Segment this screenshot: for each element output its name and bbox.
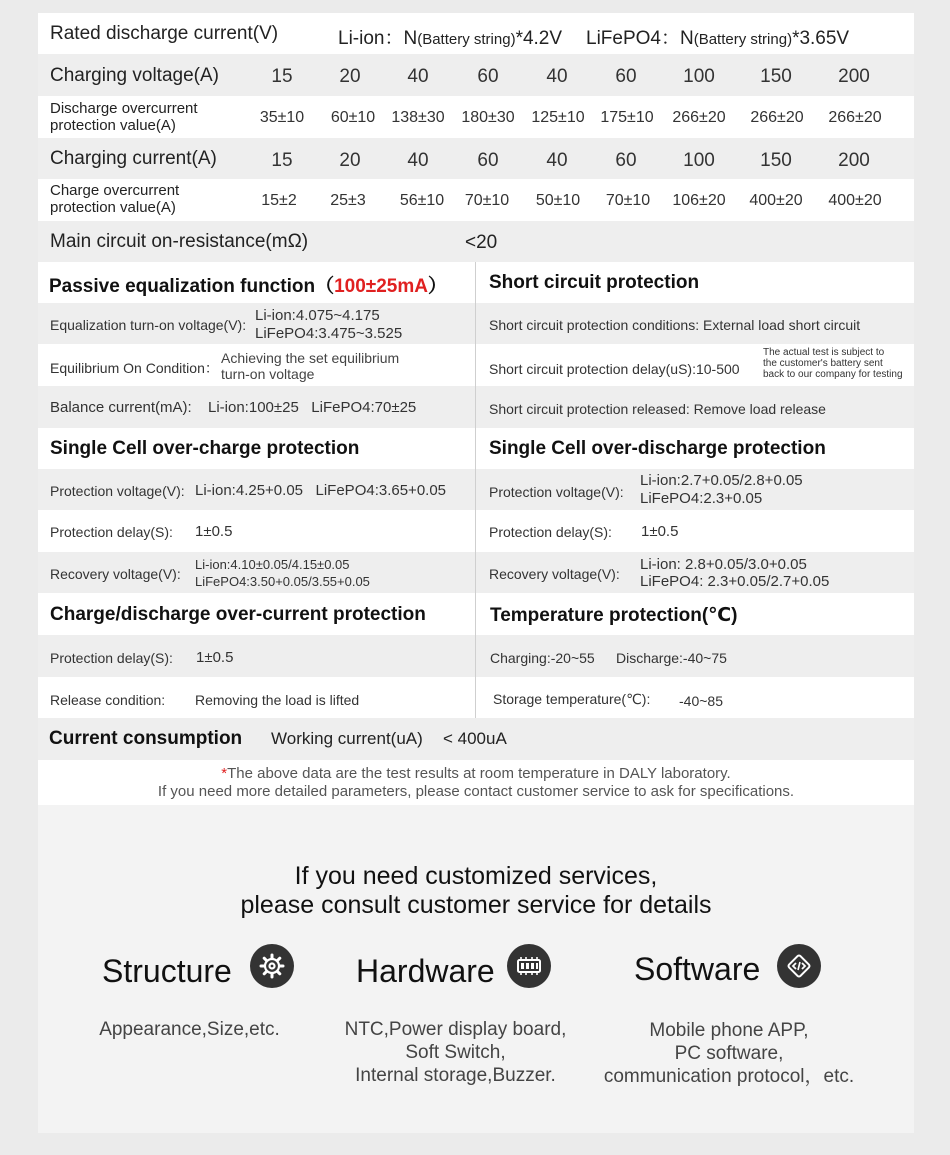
spec-sheet (38, 13, 914, 1133)
rated-discharge-label: Rated discharge current(V) (50, 23, 279, 44)
charge-ocp-label: Charge overcurrent protection value(A) (50, 182, 180, 216)
discharge-ocp-value: 266±20 (672, 109, 726, 126)
charging-voltage-value: 40 (546, 66, 568, 87)
short-circuit-conditions: Short circuit protection conditions: External load short circuit (489, 317, 861, 333)
charging-voltage-value: 60 (615, 66, 637, 87)
discharge-ocp-value: 60±10 (330, 109, 376, 126)
column-divider (475, 262, 476, 718)
temperature-charging: Charging:-20~55 (490, 650, 595, 666)
equalization-turn-on-row (38, 303, 914, 344)
charging-voltage-value: 20 (339, 66, 361, 87)
temperature-discharge: Discharge:-40~75 (616, 650, 727, 666)
balance-current-value: Li-ion:100±25 LiFePO4:70±25 (208, 399, 417, 416)
overcharge-voltage-value: Li-ion:4.25+0.05 LiFePO4:3.65+0.05 (195, 482, 447, 499)
release-condition-value: Removing the load is lifted (195, 692, 360, 708)
charging-voltage-value: 100 (683, 66, 715, 87)
current-consumption-row (38, 718, 914, 760)
cta-line-2: please consult customer service for details (240, 891, 712, 919)
discharge-ocp-value: 35±10 (259, 109, 305, 126)
equalization-title: Passive equalization function（100±25mA） (49, 276, 447, 297)
discharge-ocp-row (38, 96, 914, 138)
charge-ocp-value: 15±2 (261, 192, 297, 209)
cell-protection-header-row (38, 428, 914, 469)
service-desc: Mobile phone APP, PC software, communication protocol，etc. (603, 1020, 855, 1087)
current-consumption-title: Current consumption (49, 728, 243, 749)
overdischarge-delay-value: 1±0.5 (641, 523, 679, 540)
service-desc: Appearance,Size,etc. (99, 1019, 280, 1040)
discharge-ocp-value: 138±30 (391, 109, 445, 126)
note-line-1: *The above data are the test results at room temperature in DALY laboratory. (221, 765, 731, 782)
overcharge-delay-value: 1±0.5 (195, 523, 233, 540)
overdischarge-voltage-label: Protection voltage(V): (489, 484, 624, 500)
working-current-value: < 400uA (443, 729, 507, 748)
working-current-label: Working current(uA) (271, 729, 423, 748)
charge-ocp-value: 70±10 (464, 192, 510, 209)
discharge-ocp-value: 175±10 (600, 109, 654, 126)
charging-voltage-value: 150 (760, 66, 792, 87)
balance-current-row (38, 386, 914, 428)
discharge-ocp-value: 180±30 (461, 109, 515, 126)
balance-current-label: Balance current(mA): (50, 399, 192, 416)
equalization-condition-row (38, 344, 914, 386)
charging-current-value: 60 (615, 150, 637, 171)
service-desc: NTC,Power display board, Soft Switch, Internal storage,Buzzer. (344, 1019, 567, 1086)
service-hardware (344, 941, 596, 1101)
service-software (603, 941, 874, 1101)
service-title: Structure (102, 953, 232, 989)
charging-current-value: 15 (271, 150, 293, 171)
charge-ocp-value: 25±3 (330, 192, 366, 209)
overdischarge-recovery-value: Li-ion: 2.8+0.05/3.0+0.05 LiFePO4: 2.3+0.05/2.7+0.05 (640, 556, 830, 590)
temperature-title: Temperature protection(℃) (490, 605, 738, 626)
charge-ocp-value: 50±10 (535, 192, 581, 209)
discharge-ocp-value: 125±10 (531, 109, 585, 126)
charging-current-value: 20 (339, 150, 361, 171)
gear-wrench-icon (250, 944, 294, 988)
short-circuit-delay: Short circuit protection delay(uS):10-500 (489, 361, 740, 377)
on-resistance-row (38, 221, 914, 262)
short-circuit-released: Short circuit protection released: Remove load release (489, 401, 826, 417)
overcurrent-delay-label: Protection delay(S): (50, 650, 173, 666)
charging-current-value: 100 (683, 150, 715, 171)
overdischarge-delay-label: Protection delay(S): (489, 524, 612, 540)
protection-voltage-row (38, 469, 914, 510)
discharge-ocp-value: 266±20 (828, 109, 882, 126)
charging-current-value: 150 (760, 150, 792, 171)
overcharge-recovery-label: Recovery voltage(V): (50, 566, 181, 582)
overcharge-delay-label: Protection delay(S): (50, 524, 173, 540)
overdischarge-recovery-label: Recovery voltage(V): (489, 566, 620, 582)
overdischarge-title: Single Cell over-discharge protection (489, 438, 826, 459)
discharge-ocp-label: Discharge overcurrent protection value(A) (50, 100, 198, 134)
short-circuit-title: Short circuit protection (489, 272, 700, 293)
service-structure (99, 941, 302, 1101)
overcharge-voltage-label: Protection voltage(V): (50, 483, 185, 499)
overcurrent-delay-row (38, 635, 914, 677)
rated-lfp-formula: LiFePO4：N(Battery string)*3.65V (586, 28, 850, 49)
charging-voltage-value: 15 (271, 66, 293, 87)
rated-discharge-row (38, 13, 914, 54)
on-resistance-label: Main circuit on-resistance(mΩ) (50, 231, 309, 252)
charging-voltage-value: 200 (838, 66, 870, 87)
charging-current-label: Charging current(A) (50, 148, 217, 169)
discharge-ocp-value: 266±20 (750, 109, 804, 126)
overcharge-recovery-value: Li-ion:4.10±0.05/4.15±0.05 LiFePO4:3.50+0.05/3.55+0.05 (195, 557, 370, 589)
charge-ocp-value: 70±10 (605, 192, 651, 209)
equalization-header-row (38, 262, 914, 303)
rated-liion-formula: Li-ion：N(Battery string)*4.2V (338, 28, 563, 49)
equalization-condition-label: Equilibrium On Condition： (50, 360, 219, 376)
recovery-voltage-row (38, 552, 914, 593)
note-box (38, 760, 914, 805)
overdischarge-voltage-value: Li-ion:2.7+0.05/2.8+0.05 LiFePO4:2.3+0.05 (640, 472, 803, 507)
equalization-turn-on-value: Li-ion:4.075~4.175 LiFePO4:3.475~3.525 (255, 307, 403, 342)
charging-current-row (38, 138, 914, 179)
services (38, 941, 914, 1111)
charging-current-value: 40 (407, 150, 429, 171)
equalization-condition-value: Achieving the set equilibrium turn-on voltage (221, 350, 400, 382)
overcurrent-header-row (38, 593, 914, 635)
charge-ocp-value: 56±10 (399, 192, 445, 209)
charge-ocp-value: 106±20 (672, 192, 726, 209)
charging-current-value: 40 (546, 150, 568, 171)
overcurrent-delay-value: 1±0.5 (196, 649, 234, 666)
charging-voltage-value: 60 (477, 66, 499, 87)
circuit-board-icon (507, 944, 551, 988)
note-line-2: If you need more detailed parameters, please contact customer service to ask for specifications. (157, 783, 795, 800)
overcurrent-title: Charge/discharge over-current protection (50, 604, 426, 625)
service-title: Software (634, 951, 761, 987)
charging-current-value: 60 (477, 150, 499, 171)
charging-current-value: 200 (838, 150, 870, 171)
on-resistance-value: <20 (465, 232, 498, 253)
charging-voltage-label: Charging voltage(A) (50, 65, 219, 86)
equalization-turn-on-label: Equalization turn-on voltage(V): (50, 317, 247, 333)
release-condition-row (38, 677, 914, 718)
overcharge-title: Single Cell over-charge protection (50, 438, 360, 459)
cta-line-1: If you need customized services, (294, 862, 658, 890)
protection-delay-row (38, 510, 914, 552)
charge-ocp-value: 400±20 (828, 192, 882, 209)
charging-voltage-value: 40 (407, 66, 429, 87)
release-condition-label: Release condition: (50, 692, 166, 708)
charge-ocp-value: 400±20 (749, 192, 803, 209)
charging-voltage-row (38, 54, 914, 96)
charge-ocp-row (38, 179, 914, 221)
storage-temperature-label: Storage temperature(℃): (493, 691, 651, 707)
short-circuit-delay-note: The actual test is subject to the customer's battery sent back to our company for testing (763, 347, 903, 380)
code-chip-icon (777, 944, 821, 988)
storage-temperature-value: -40~85 (679, 693, 723, 709)
service-title: Hardware (356, 953, 495, 989)
